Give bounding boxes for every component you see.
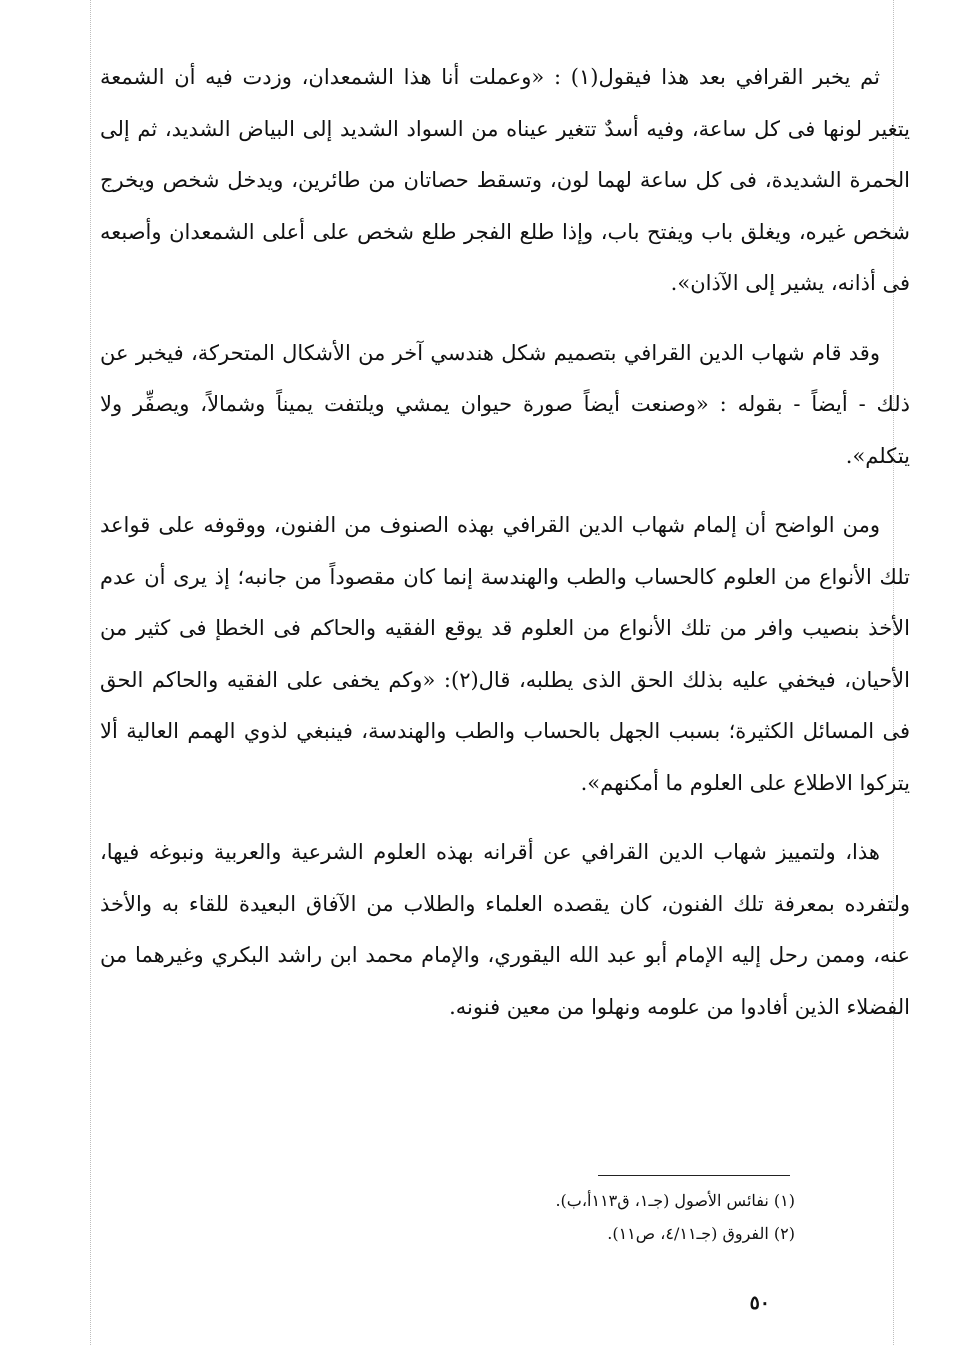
footnote: (١) نفائس الأصول (جـ١، ق١١٣أ،ب). <box>555 1191 795 1210</box>
footnote: (٢) الفروق (جـ٤/١١، ص١١). <box>607 1224 795 1243</box>
main-text <box>100 52 910 1051</box>
paragraph: ومن الواضح أن إلمام شهاب الدين القرافي بهذه الصنوف من الفنون، ووقوفه على قواعد تلك الأنواع من العلوم كالحساب والطب والهندسة إنما كان مقصوداً من جانبه؛ إذ يرى أن عدم الأخذ بنصيب وافر من تلك الأنواع من العلوم قد يوقع الفقيه والحاكم فى الخطإ فى كثير من الأحيان، فيخفي عليه بذلك الحق الذى يطلبه، قال(٢): «وكم يخفى على الفقيه والحاكم الحق فى المسائل الكثيرة؛ بسبب الجهل بالحساب والطب والهندسة، فينبغي لذوي الهمم العالية ألا يتركوا الاطلاع على العلوم ما أمكنهم». <box>100 513 910 795</box>
scan-edge-left <box>90 0 91 1345</box>
paragraph: هذا، ولتمييز شهاب الدين القرافي عن أقرانه بهذه العلوم الشرعية والعربية ونبوغه فيها، ولتفرده بمعرفة تلك الفنون، كان يقصده العلماء والطلاب من الآفاق البعيدة للقاء به والأخذ عنه، وممن رحل إليه الإمام أبو عبد الله اليقوري، والإمام محمد ابن راشد البكري وغيرهما من الفضلاء الذين أفادوا من علومه ونهلوا من معين فنونه. <box>100 840 910 1019</box>
page-number: ٥٠ <box>749 1292 770 1314</box>
footnote-separator <box>598 1175 790 1176</box>
footnotes <box>300 1184 795 1250</box>
paragraph: وقد قام شهاب الدين القرافي بتصميم شكل هندسي آخر من الأشكال المتحركة، فيخبر عن ذلك - أيضاً - بقوله : «وصنعت أيضاً صورة حيوان يمشي ويلتفت يميناً وشمالاً، ويصفِّر ولا يتكلم». <box>100 340 910 468</box>
paragraph: ثم يخبر القرافي بعد هذا فيقول(١) : «وعملت أنا هذا الشمعدان، وزدت فيه أن الشمعة يتغير لونها فى كل ساعة، وفيه أسدٌ تتغير عيناه من السواد الشديد إلى البياض الشديد، ثم إلى الحمرة الشديدة، فى كل ساعة لهما لون، وتسقط حصاتان من طائرين، ويدخل شخص ويخرج شخص غيره، ويغلق باب ويفتح باب، وإذا طلع الفجر طلع شخص على أعلى الشمعدان وأصبعه فى أذانه، يشير إلى الآذان». <box>100 65 910 295</box>
